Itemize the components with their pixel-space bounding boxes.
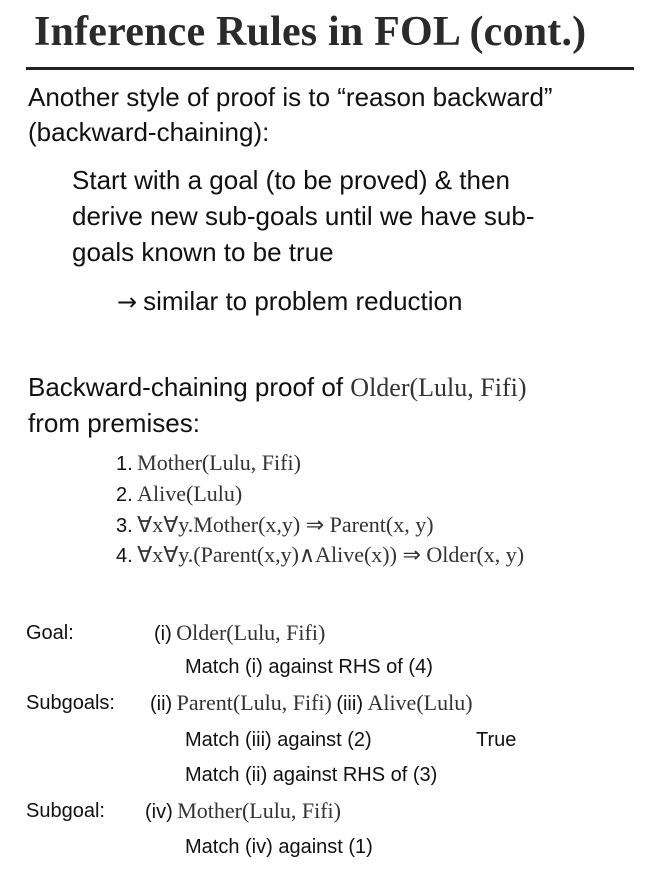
premise-text: ∀x∀y.Mother(x,y) ⇒ Parent(x, y)	[137, 512, 434, 537]
subgoal-iv-entry	[145, 798, 341, 824]
match-step-4: Match (iv) against (1)	[185, 836, 373, 858]
subgoal-label: Subgoal:	[26, 800, 105, 822]
subgoal-iii-expression: Alive(Lulu)	[367, 690, 473, 715]
subgoal-ii-expression: Parent(Lulu, Fifi)	[176, 690, 332, 715]
match-step-2: Match (iii) against (2)	[185, 729, 372, 751]
subgoal-iii-id: (iii)	[336, 693, 363, 715]
subgoal-iv-id: (iv)	[145, 801, 173, 823]
premise-number: 1.	[116, 453, 133, 475]
premise-text: ∀x∀y.(Parent(x,y)∧Alive(x)) ⇒ Older(x, y)	[137, 542, 525, 567]
goal-label: Goal:	[26, 622, 74, 644]
subgoal-iv-expression: Mother(Lulu, Fifi)	[177, 798, 341, 823]
goal-expression: Older(Lulu, Fifi)	[176, 620, 326, 645]
subgoals-label: Subgoals:	[26, 692, 115, 714]
proof-heading-line-2: from premises:	[28, 408, 200, 438]
description-line-1: Start with a goal (to be proved) & then	[72, 165, 510, 195]
proof-heading-goal: Older(Lulu, Fifi)	[350, 373, 527, 402]
premise-item	[116, 512, 434, 538]
premise-item	[116, 481, 242, 507]
premise-text: Alive(Lulu)	[137, 481, 243, 506]
match-step-1: Match (i) against RHS of (4)	[185, 656, 433, 678]
subgoal-ii-id: (ii)	[150, 693, 173, 715]
intro-line-2: (backward-chaining):	[28, 117, 270, 147]
premise-number: 3.	[116, 515, 133, 537]
title-divider	[26, 67, 634, 70]
match-step-2-result: True	[476, 729, 517, 751]
proof-heading-prefix: Backward-chaining proof of	[28, 372, 344, 402]
goal-entry	[154, 620, 325, 646]
proof-heading	[28, 372, 526, 403]
match-step-3: Match (ii) against RHS of (3)	[185, 764, 438, 786]
description-line-2: derive new sub-goals until we have sub-	[72, 201, 535, 231]
right-arrow-icon: →	[117, 288, 138, 316]
goal-id: (i)	[154, 623, 172, 645]
similar-note	[117, 286, 462, 317]
subgoals-entry	[150, 690, 473, 716]
premise-number: 2.	[116, 484, 133, 506]
description-line-3: goals known to be true	[72, 237, 334, 267]
intro-line-1: Another style of proof is to “reason backward”	[28, 82, 553, 112]
premise-number: 4.	[116, 545, 133, 567]
premise-item	[116, 450, 301, 476]
similar-text: similar to problem reduction	[143, 286, 463, 316]
premise-text: Mother(Lulu, Fifi)	[137, 450, 301, 475]
premise-item	[116, 542, 524, 568]
page-title: Inference Rules in FOL (cont.)	[34, 9, 587, 55]
